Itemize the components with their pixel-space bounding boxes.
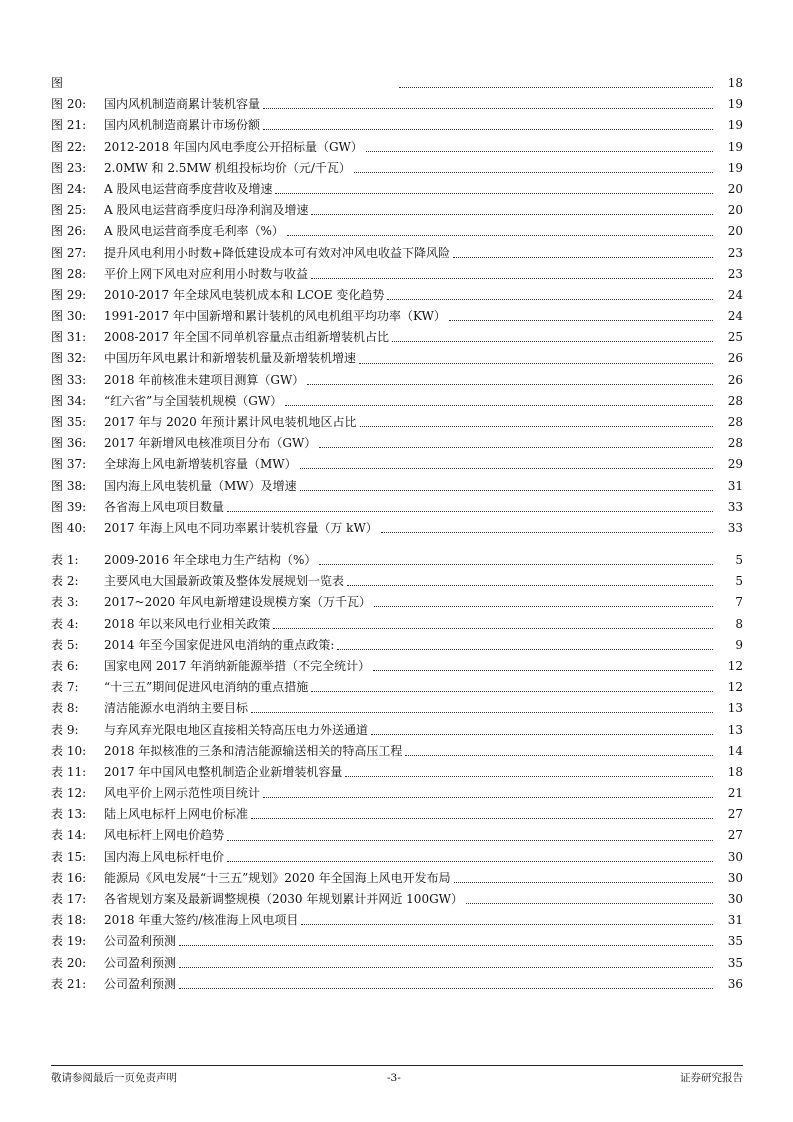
entry-page-number: 14 <box>727 743 743 758</box>
entry-label: 表 11: <box>51 764 87 779</box>
table-entry[interactable] <box>51 698 743 719</box>
entry-label: 表 3: <box>51 595 79 610</box>
figure-entry[interactable] <box>51 433 743 454</box>
entry-page-number: 27 <box>727 807 743 822</box>
entry-title-line <box>104 137 713 158</box>
figure-entry[interactable] <box>51 518 743 539</box>
entry-label: 表 8: <box>51 701 79 716</box>
dot-leader <box>387 299 713 300</box>
entry-page-number: 5 <box>735 574 743 589</box>
entry-title: 2017 年与 2020 年预计累计风电装机地区占比 <box>104 415 357 429</box>
entry-title-line <box>104 825 713 846</box>
entry-label: 表 9: <box>51 722 79 737</box>
dot-leader <box>347 585 713 586</box>
entry-title-line <box>104 635 713 656</box>
dot-leader <box>366 151 713 152</box>
table-entry[interactable] <box>51 804 743 825</box>
entry-title: 清洁能源水电消纳主要目标 <box>104 701 249 716</box>
entry-page-number: 19 <box>727 139 743 154</box>
figure-entry[interactable] <box>51 497 743 518</box>
entry-title-line <box>104 348 713 369</box>
dot-leader <box>373 670 713 671</box>
dot-leader <box>301 924 713 925</box>
entry-label: 表 4: <box>51 616 79 631</box>
figure-entry[interactable] <box>51 370 743 391</box>
table-entry[interactable] <box>51 974 743 995</box>
table-entry[interactable] <box>51 656 743 677</box>
entry-label: 图 25: <box>51 203 87 218</box>
entry-label: 图 27: <box>51 245 87 260</box>
entry-label: 表 15: <box>51 849 87 864</box>
entry-label: 表 13: <box>51 807 87 822</box>
entry-title-line <box>104 327 713 348</box>
entry-label: 图 22: <box>51 139 87 154</box>
entry-title-line <box>104 285 713 306</box>
entry-title-line <box>104 656 713 677</box>
entry-title-line <box>104 720 713 741</box>
figure-entry[interactable] <box>51 454 743 475</box>
dot-leader <box>311 214 713 215</box>
entry-title: 中国历年风电累计和新增装机量及新增装机增速 <box>104 351 357 366</box>
dot-leader <box>179 967 713 968</box>
entry-label: 表 21: <box>51 976 87 991</box>
entry-page-number: 33 <box>727 499 743 514</box>
entry-page-number: 13 <box>727 722 743 737</box>
dot-leader <box>300 468 713 469</box>
dot-leader <box>337 649 713 650</box>
entry-title-line <box>104 306 713 327</box>
entry-title: “十三五”期间促进风电消纳的重点措施 <box>104 680 309 695</box>
entry-title-line <box>104 953 713 974</box>
entry-title: 公司盈利预测 <box>104 955 177 970</box>
entry-page-number: 30 <box>727 870 743 885</box>
entry-label: 图 21: <box>51 118 87 133</box>
dot-leader <box>275 193 713 194</box>
entry-title-line <box>104 221 713 242</box>
dot-leader <box>311 278 713 279</box>
entry-page-number: 18 <box>727 76 743 90</box>
entry-page-number: 33 <box>727 520 743 535</box>
dot-leader <box>311 691 713 692</box>
entry-page-number: 23 <box>727 266 743 281</box>
table-entry[interactable] <box>51 889 743 910</box>
table-entry[interactable] <box>51 868 743 889</box>
entry-title: 平价上网下风电对应利用小时数与收益 <box>104 266 309 281</box>
figure-entry[interactable] <box>51 476 743 497</box>
figure-entry[interactable] <box>51 285 743 306</box>
entry-title: 2017 年海上风电不同功率累计装机容量（万 kW） <box>104 520 378 535</box>
entry-title: “红六省”与全国装机规模（GW） <box>104 393 283 408</box>
dot-leader <box>374 606 713 607</box>
figure-entry[interactable] <box>51 243 743 264</box>
entry-label: 图 <box>51 76 64 90</box>
dot-leader <box>307 384 713 385</box>
dot-leader <box>227 840 713 841</box>
entry-label: 图 28: <box>51 266 87 281</box>
entry-title-line <box>104 370 713 391</box>
entry-page-number: 12 <box>727 658 743 673</box>
table-entry[interactable] <box>51 635 743 656</box>
table-entry[interactable] <box>51 677 743 698</box>
entry-title: A 股风电运营商季度归母净利润及增速 <box>104 203 309 218</box>
figure-entry[interactable] <box>51 94 743 115</box>
table-entry[interactable] <box>51 910 743 931</box>
entry-label: 表 19: <box>51 934 87 949</box>
dot-leader <box>287 235 713 236</box>
dot-leader <box>466 903 713 904</box>
dot-leader <box>179 988 713 989</box>
entry-label: 图 40: <box>51 520 87 535</box>
entry-page-number: 35 <box>727 934 743 949</box>
entry-label: 表 14: <box>51 828 87 843</box>
entry-title-line <box>104 200 713 221</box>
entry-title-line <box>104 741 713 762</box>
table-entry[interactable] <box>51 762 743 783</box>
entry-page-number: 20 <box>727 203 743 218</box>
dot-leader <box>227 861 713 862</box>
entry-title-line <box>104 571 713 592</box>
entry-page-number: 35 <box>727 955 743 970</box>
entry-title: 风电标杆上网电价趋势 <box>104 828 225 843</box>
entry-title-line <box>104 94 713 115</box>
figure-index-list <box>51 73 743 539</box>
dot-leader <box>227 511 713 512</box>
entry-title: 2009-2016 年全球电力生产结构（%） <box>104 553 317 567</box>
entry-title-line <box>104 115 713 136</box>
disclaimer-note: 敬请参阅最后一页免责声明 <box>51 1072 177 1084</box>
dot-leader <box>345 776 713 777</box>
entry-page-number: 27 <box>727 828 743 843</box>
entry-label: 表 10: <box>51 743 87 758</box>
entry-title-line <box>104 476 713 497</box>
entry-title-line <box>104 889 713 910</box>
entry-title-line <box>104 974 713 995</box>
entry-title: 主要风电大国最新政策及整体发展规划一览表 <box>104 574 345 589</box>
entry-title-line <box>104 433 713 454</box>
entry-title-line <box>104 762 713 783</box>
entry-label: 图 30: <box>51 309 87 324</box>
entry-page-number: 9 <box>735 637 743 652</box>
entry-title: 2.0MW 和 2.5MW 机组投标均价（元/千瓦） <box>104 160 351 175</box>
dot-leader <box>263 797 713 798</box>
entry-page-number: 5 <box>735 553 743 567</box>
report-type: 证券研究报告 <box>680 1072 743 1084</box>
dot-leader <box>449 320 713 321</box>
figure-entry[interactable] <box>51 137 743 158</box>
figure-entry[interactable] <box>51 348 743 369</box>
entry-label: 图 39: <box>51 499 87 514</box>
entry-label: 图 35: <box>51 415 87 429</box>
figure-entry[interactable] <box>51 412 743 433</box>
entry-page-number: 28 <box>727 393 743 408</box>
entry-title: 公司盈利预测 <box>104 976 177 991</box>
entry-title: 提升风电利用小时数+降低建设成本可有效对冲风电收益下降风险 <box>104 245 451 260</box>
entry-title-line <box>104 264 713 285</box>
entry-page-number: 29 <box>727 457 743 472</box>
entry-title: 风电平价上网示范性项目统计 <box>104 786 261 801</box>
entry-page-number: 23 <box>727 245 743 260</box>
dot-leader <box>371 734 713 735</box>
entry-page-number: 36 <box>727 976 743 991</box>
entry-label: 表 2: <box>51 574 79 589</box>
figure-entry[interactable] <box>51 200 743 221</box>
entry-title-line <box>104 677 713 698</box>
entry-page-number: 19 <box>727 160 743 175</box>
entry-label: 表 12: <box>51 786 87 801</box>
table-entry[interactable] <box>51 931 743 952</box>
dot-leader <box>251 712 713 713</box>
dot-leader <box>453 257 713 258</box>
entry-page-number: 31 <box>727 478 743 493</box>
entry-label: 表 16: <box>51 870 87 885</box>
entry-title: A 股风电运营商季度营收及增速 <box>104 181 273 196</box>
dot-leader <box>359 363 713 364</box>
entry-label: 表 1: <box>51 553 79 567</box>
entry-page-number: 19 <box>727 97 743 112</box>
table-entry[interactable] <box>51 571 743 592</box>
entry-title: 国内海上风电装机量（MW）及增速 <box>104 478 297 493</box>
entry-title: 各省规划方案及最新调整规模（2030 年规划累计并网近 100GW） <box>104 892 463 906</box>
entry-title: 全球海上风电新增装机容量（MW） <box>104 457 297 472</box>
entry-title: 国内海上风电标杆电价 <box>104 849 225 864</box>
entry-title: 2010-2017 年全球风电装机成本和 LCOE 变化趋势 <box>104 287 385 302</box>
entry-label: 表 17: <box>51 892 87 906</box>
entry-label: 表 7: <box>51 680 79 695</box>
entry-label: 图 24: <box>51 181 87 196</box>
figure-entry[interactable] <box>51 73 743 94</box>
entry-label: 图 34: <box>51 393 87 408</box>
entry-page-number: 20 <box>727 224 743 239</box>
figure-entry[interactable] <box>51 158 743 179</box>
entry-title: A 股风电运营商季度毛利率（%） <box>104 224 284 239</box>
entry-title-line <box>104 804 713 825</box>
entry-page-number: 21 <box>727 786 743 801</box>
dot-leader <box>251 818 713 819</box>
table-entry[interactable] <box>51 953 743 974</box>
table-entry[interactable] <box>51 783 743 804</box>
entry-label: 表 5: <box>51 637 79 652</box>
dot-leader <box>399 87 713 88</box>
table-entry[interactable] <box>51 720 743 741</box>
entry-title-line <box>104 550 713 571</box>
figure-entry[interactable] <box>51 115 743 136</box>
entry-page-number: 20 <box>727 181 743 196</box>
entry-title-line <box>104 592 713 613</box>
table-entry[interactable] <box>51 550 743 571</box>
entry-label: 图 31: <box>51 330 87 345</box>
entry-title-line <box>104 910 713 931</box>
entry-label: 图 37: <box>51 457 87 472</box>
entry-title-line <box>396 73 713 94</box>
entry-title-line <box>104 614 713 635</box>
entry-title-line <box>104 391 713 412</box>
entry-page-number: 26 <box>727 351 743 366</box>
dot-leader <box>300 490 713 491</box>
entry-title: 2014 年至今国家促进风电消纳的重点政策: <box>104 637 335 652</box>
entry-page-number: 8 <box>735 616 743 631</box>
entry-label: 图 20: <box>51 97 87 112</box>
entry-title-line <box>104 518 713 539</box>
entry-label: 表 20: <box>51 955 87 970</box>
entry-label: 图 36: <box>51 436 87 451</box>
entry-title-line <box>104 868 713 889</box>
figure-entry[interactable] <box>51 327 743 348</box>
table-entry[interactable] <box>51 825 743 846</box>
entry-title: 2017 年中国风电整机制造企业新增装机容量 <box>104 764 343 779</box>
table-entry[interactable] <box>51 847 743 868</box>
entry-page-number: 7 <box>735 595 743 610</box>
entry-title: 1991-2017 年中国新增和累计装机的风电机组平均功率（KW） <box>104 309 446 324</box>
figure-entry[interactable] <box>51 264 743 285</box>
entry-title-line <box>104 847 713 868</box>
dot-leader <box>392 341 713 342</box>
entry-title: 国家电网 2017 年消纳新能源举措（不完全统计） <box>104 658 371 673</box>
entry-label: 表 18: <box>51 913 87 928</box>
dot-leader <box>381 532 713 533</box>
entry-title: 国内风机制造商累计装机容量 <box>104 97 261 112</box>
entry-title: 陆上风电标杆上网电价标准 <box>104 807 249 822</box>
dot-leader <box>319 564 713 565</box>
entry-label: 图 29: <box>51 287 87 302</box>
entry-page-number: 28 <box>727 436 743 451</box>
entry-title: 2018 年以来风电行业相关政策 <box>104 616 271 631</box>
entry-title: 2018 年拟核准的三条和清洁能源输送相关的特高压工程 <box>104 743 403 758</box>
dot-leader <box>319 447 713 448</box>
entry-label: 图 32: <box>51 351 87 366</box>
entry-page-number: 28 <box>727 415 743 429</box>
entry-title: 2018 年重大签约/核准海上风电项目 <box>104 913 299 928</box>
dot-leader <box>405 755 713 756</box>
entry-page-number: 13 <box>727 701 743 716</box>
entry-title-line <box>104 179 713 200</box>
figure-entry[interactable] <box>51 306 743 327</box>
entry-page-number: 30 <box>727 849 743 864</box>
table-entry[interactable] <box>51 741 743 762</box>
dot-leader <box>273 628 713 629</box>
entry-page-number: 24 <box>727 309 743 324</box>
entry-label: 图 38: <box>51 478 87 493</box>
entry-title-line <box>104 931 713 952</box>
dot-leader <box>285 405 713 406</box>
entry-page-number: 31 <box>727 913 743 928</box>
dot-leader <box>354 172 713 173</box>
entry-page-number: 26 <box>727 372 743 387</box>
entry-title: 公司盈利预测 <box>104 934 177 949</box>
entry-title: 与弃风弃光限电地区直接相关特高压电力外送通道 <box>104 722 369 737</box>
dot-leader <box>263 129 713 130</box>
entry-title: 2018 年前核准未建项目测算（GW） <box>104 372 305 387</box>
entry-title-line <box>104 412 713 433</box>
entry-page-number: 24 <box>727 287 743 302</box>
entry-title: 国内风机制造商累计市场份额 <box>104 118 261 133</box>
entry-page-number: 19 <box>727 118 743 133</box>
entry-title-line <box>104 243 713 264</box>
entry-title-line <box>104 783 713 804</box>
figure-entry[interactable] <box>51 179 743 200</box>
figure-entry[interactable] <box>51 221 743 242</box>
page-number: -3- <box>387 1072 401 1084</box>
dot-leader <box>263 108 713 109</box>
dot-leader <box>454 882 713 883</box>
table-index-list <box>51 550 743 995</box>
entry-page-number: 30 <box>727 892 743 906</box>
entry-title: 2012-2018 年国内风电季度公开招标量（GW） <box>104 139 363 154</box>
entry-label: 图 33: <box>51 372 87 387</box>
entry-title: 2017 年新增风电核准项目分布（GW） <box>104 436 317 451</box>
table-entry[interactable] <box>51 614 743 635</box>
entry-title-line <box>104 454 713 475</box>
entry-label: 图 26: <box>51 224 87 239</box>
dot-leader <box>360 426 713 427</box>
entry-title-line <box>104 158 713 179</box>
entry-label: 表 6: <box>51 658 79 673</box>
entry-page-number: 18 <box>727 764 743 779</box>
table-entry[interactable] <box>51 592 743 613</box>
figure-entry[interactable] <box>51 391 743 412</box>
entry-title-line <box>104 497 713 518</box>
entry-title: 各省海上风电项目数量 <box>104 499 225 514</box>
entry-title-line <box>104 698 713 719</box>
dot-leader <box>179 945 713 946</box>
entry-label: 图 23: <box>51 160 87 175</box>
entry-page-number: 12 <box>727 680 743 695</box>
entry-title: 能源局《风电发展“十三五”规划》2020 年全国海上风电开发布局 <box>104 870 451 885</box>
entry-page-number: 25 <box>727 330 743 345</box>
entry-title: 2008-2017 年全国不同单机容量点击组新增装机占比 <box>104 330 389 345</box>
entry-title: 2017~2020 年风电新增建设规模方案（万千瓦） <box>104 595 371 610</box>
page-footer <box>51 1065 743 1086</box>
